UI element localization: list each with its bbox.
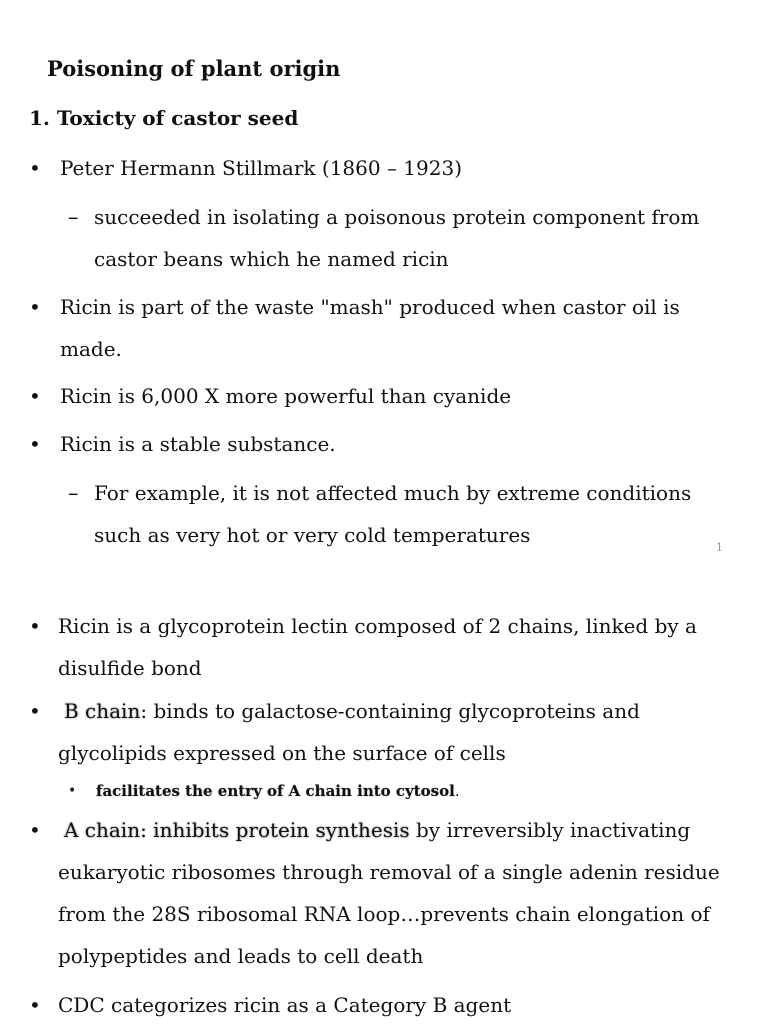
section-heading: 1. Toxicty of castor seed (29, 106, 299, 130)
bullet-marker: • (29, 156, 41, 180)
bullet-marker: • (29, 614, 41, 638)
bullet-text: CDC categorizes ricin as a Category B agent (58, 993, 512, 1017)
sub-bullet-text: For example, it is not affected much by extreme conditions (94, 481, 692, 505)
bullet-marker: • (29, 699, 41, 723)
sub-bullet-text: castor beans which he named ricin (94, 247, 449, 271)
bullet-text: polypeptides and leads to cell death (58, 944, 424, 968)
bullet-marker: • (29, 818, 41, 842)
sub-bullet-text: succeeded in isolating a poisonous protein component from (94, 205, 700, 229)
bullet-marker: • (29, 993, 41, 1017)
bullet-marker: • (68, 783, 77, 799)
page-number: 1 (716, 541, 723, 554)
bullet-text: Ricin is part of the waste "mash" produced when castor oil is (60, 295, 680, 319)
bullet-text: made. (60, 337, 122, 361)
page-title: Poisoning of plant origin (47, 56, 341, 81)
bullet-marker: • (29, 384, 41, 408)
sub-bullet-period: . (454, 782, 460, 800)
bullet-text-rest: : binds to galactose-containing glycoproteins and (140, 699, 640, 723)
bullet-text: Ricin is a stable substance. (60, 432, 336, 456)
dash-marker: – (68, 205, 79, 229)
sub-bullet-text-main: facilitates the entry of A chain into cytosol (96, 782, 455, 800)
bullet-marker: • (29, 295, 41, 319)
bullet-text: Ricin is a glycoprotein lectin composed of 2 chains, linked by a (58, 614, 697, 638)
highlighted-term: A chain: inhibits protein synthesis (64, 818, 410, 842)
bullet-marker: • (29, 432, 41, 456)
bullet-text (64, 690, 640, 732)
bullet-text: from the 28S ribosomal RNA loop…prevents chain elongation of (58, 902, 710, 926)
highlighted-term: B chain (64, 699, 141, 723)
bullet-text: disulfide bond (58, 656, 202, 680)
bullet-text: glycolipids expressed on the surface of cells (58, 741, 506, 765)
bullet-text: Peter Hermann Stillmark (1860 – 1923) (60, 156, 463, 180)
bullet-text: Ricin is 6,000 X more powerful than cyanide (60, 384, 512, 408)
dash-marker: – (68, 481, 79, 505)
sub-bullet-text (96, 779, 460, 803)
bullet-text: eukaryotic ribosomes through removal of a single adenin residue (58, 860, 720, 884)
bullet-text (64, 809, 690, 851)
bullet-text-rest: by irreversibly inactivating (409, 818, 691, 842)
sub-bullet-text: such as very hot or very cold temperatures (94, 523, 531, 547)
